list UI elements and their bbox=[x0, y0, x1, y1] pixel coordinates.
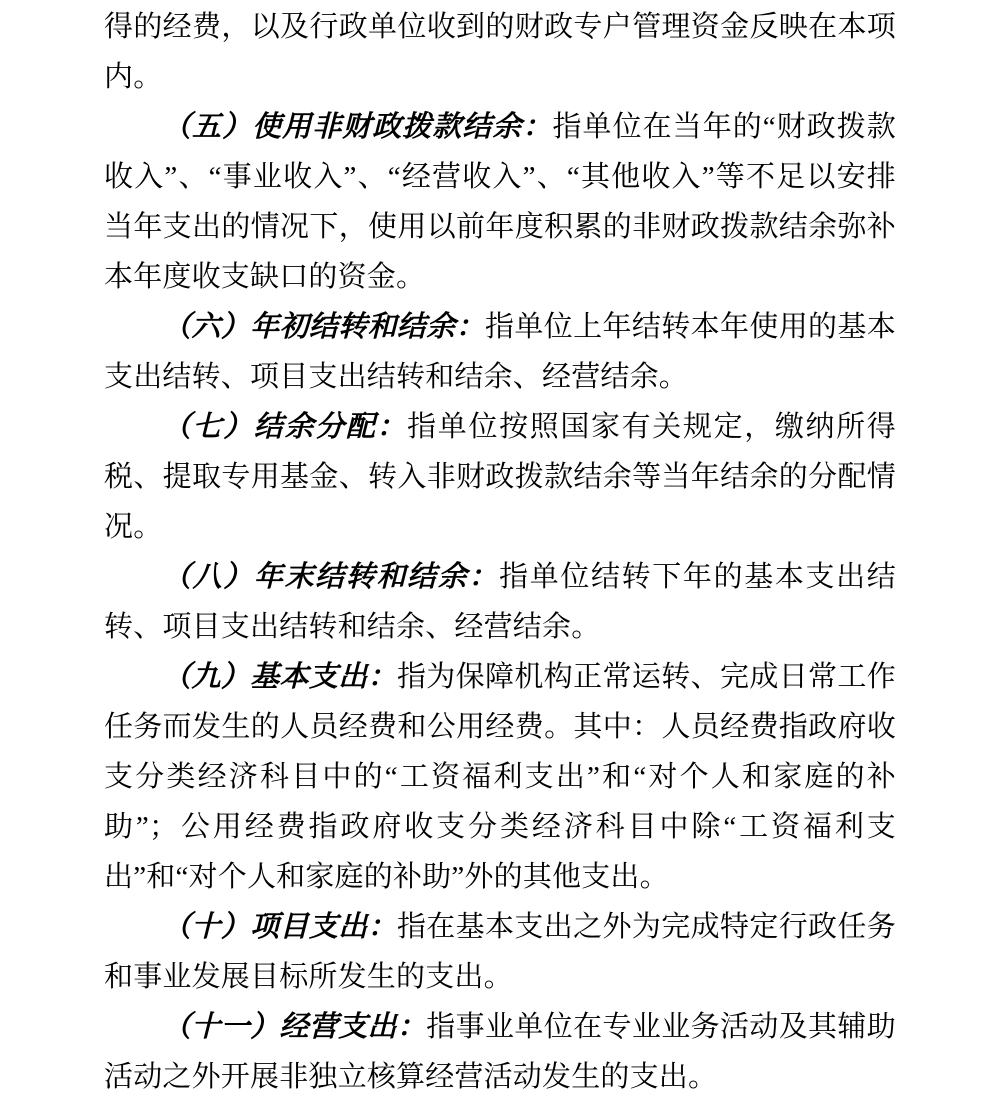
term-heading: （八）年末结转和结余： bbox=[162, 561, 500, 593]
paragraph bbox=[104, 302, 896, 402]
paragraph bbox=[104, 1002, 896, 1102]
term-heading: （十一）经营支出： bbox=[162, 1011, 427, 1043]
definition-text: 指单位结转下年的基本支出结转、项目支出结转和结余、经营结余。 bbox=[104, 561, 896, 643]
definition-text: 指单位按照国家有关规定，缴纳所得税、提取专用基金、转入非财政拨款结余等当年结余的分配情况。 bbox=[104, 411, 897, 543]
definition-text: 指事业单位在专业业务活动及其辅助活动之外开展非独立核算经营活动发生的支出。 bbox=[104, 1011, 896, 1093]
definition-text: 指为保障机构正常运转、完成日常工作任务而发生的人员经费和公用经费。其中：人员经费指政府收支分类经济科目中的“工资福利支出”和“对个人和家庭的补助”；公用经费指政府收支分类经济科目中除“工资福利支出”和“对个人和家庭的补助”外的其他支出。 bbox=[104, 661, 896, 893]
term-heading: （五）使用非财政拨款结余： bbox=[162, 111, 553, 143]
paragraph bbox=[104, 102, 896, 302]
paragraph bbox=[104, 402, 896, 552]
term-heading: （六）年初结转和结余： bbox=[162, 311, 486, 343]
paragraph bbox=[104, 902, 896, 1002]
document-body bbox=[104, 2, 896, 1102]
term-heading: （七）结余分配： bbox=[162, 411, 408, 443]
definition-text: 指在基本支出之外为完成特定行政任务和事业发展目标所发生的支出。 bbox=[104, 911, 896, 993]
paragraph bbox=[104, 652, 896, 902]
definition-text: 指单位在当年的“财政拨款收入”、“事业收入”、“经营收入”、“其他收入”等不足以安排当年支出的情况下，使用以前年度积累的非财政拨款结余弥补本年度收支缺口的资金。 bbox=[104, 111, 896, 293]
definition-text: 得的经费，以及行政单位收到的财政专户管理资金反映在本项内。 bbox=[104, 11, 896, 93]
paragraph bbox=[104, 552, 896, 652]
term-heading: （九）基本支出： bbox=[162, 661, 397, 693]
paragraph bbox=[104, 2, 896, 102]
definition-text: 指单位上年结转本年使用的基本支出结转、项目支出结转和结余、经营结余。 bbox=[104, 311, 896, 393]
term-heading: （十）项目支出： bbox=[162, 911, 397, 943]
